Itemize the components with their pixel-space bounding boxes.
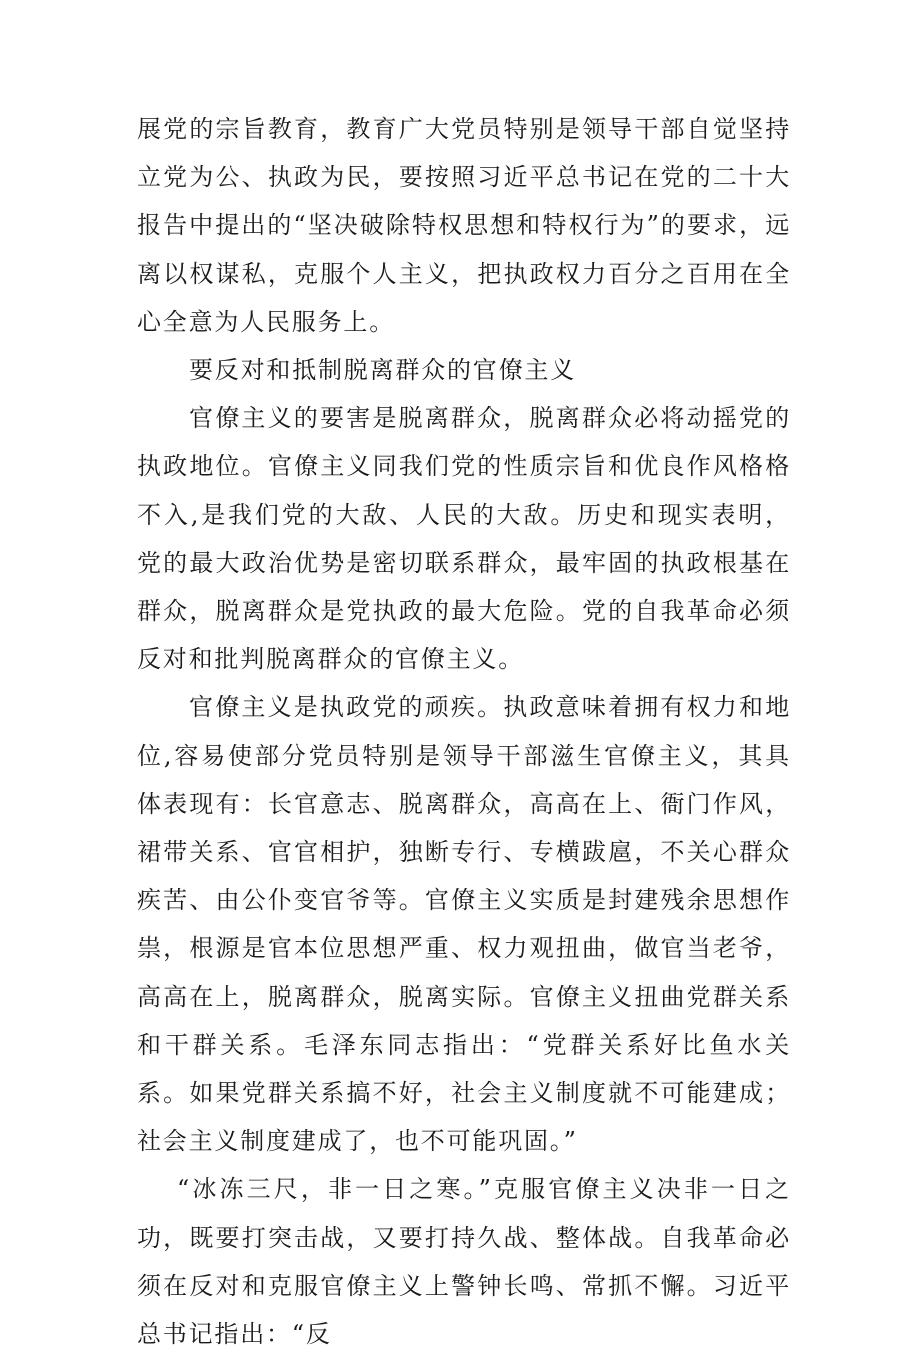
paragraph-bureaucratism-essence: 官僚主义的要害是脱离群众，脱离群众必将动摇党的执政地位。官僚主义同我们党的性质宗旨和优良作风格格不入,是我们党的大敌、人民的大敌。历史和现实表明，党的最大政治优势是密切联系群众，最牢固的执政根基在群众，脱离群众是党执政的最大危险。党的自我革命必须反对和批判脱离群众的官僚主义。 xyxy=(137,404,791,674)
paragraph-overcoming-bureaucratism: “冰冻三尺，非一日之寒。”克服官僚主义决非一日之功，既要打突击战，又要打持久战、整体战。自我革命必须在反对和克服官僚主义上警钟长鸣、常抓不懈。习近平总书记指出：“反 xyxy=(137,1175,791,1349)
section-heading: 要反对和抵制脱离群众的官僚主义 xyxy=(189,356,576,385)
document-body xyxy=(137,105,791,1358)
paragraph-continuation: 展党的宗旨教育，教育广大党员特别是领导干部自觉坚持立党为公、执政为民，要按照习近平总书记在党的二十大报告中提出的“坚决破除特权思想和特权行为”的要求，远离以权谋私，克服个人主义，把执政权力百分之百用在全心全意为人民服务上。 xyxy=(137,115,791,336)
paragraph-bureaucratism-manifestations: 官僚主义是执政党的顽疾。执政意味着拥有权力和地位,容易使部分党员特别是领导干部滋生官僚主义，其具体表现有：长官意志、脱离群众，高高在上、衙门作风，裙带关系、官官相护，独断专行、专横跋扈，不关心群众疾苦、由公仆变官爷等。官僚主义实质是封建残余思想作祟，根源是官本位思想严重、权力观扭曲，做官当老爷，高高在上，脱离群众，脱离实际。官僚主义扭曲党群关系和干群关系。毛泽东同志指出：“党群关系好比鱼水关系。如果党群关系搞不好，社会主义制度就不可能建成；社会主义制度建成了，也不可能巩固。” xyxy=(137,693,791,1156)
